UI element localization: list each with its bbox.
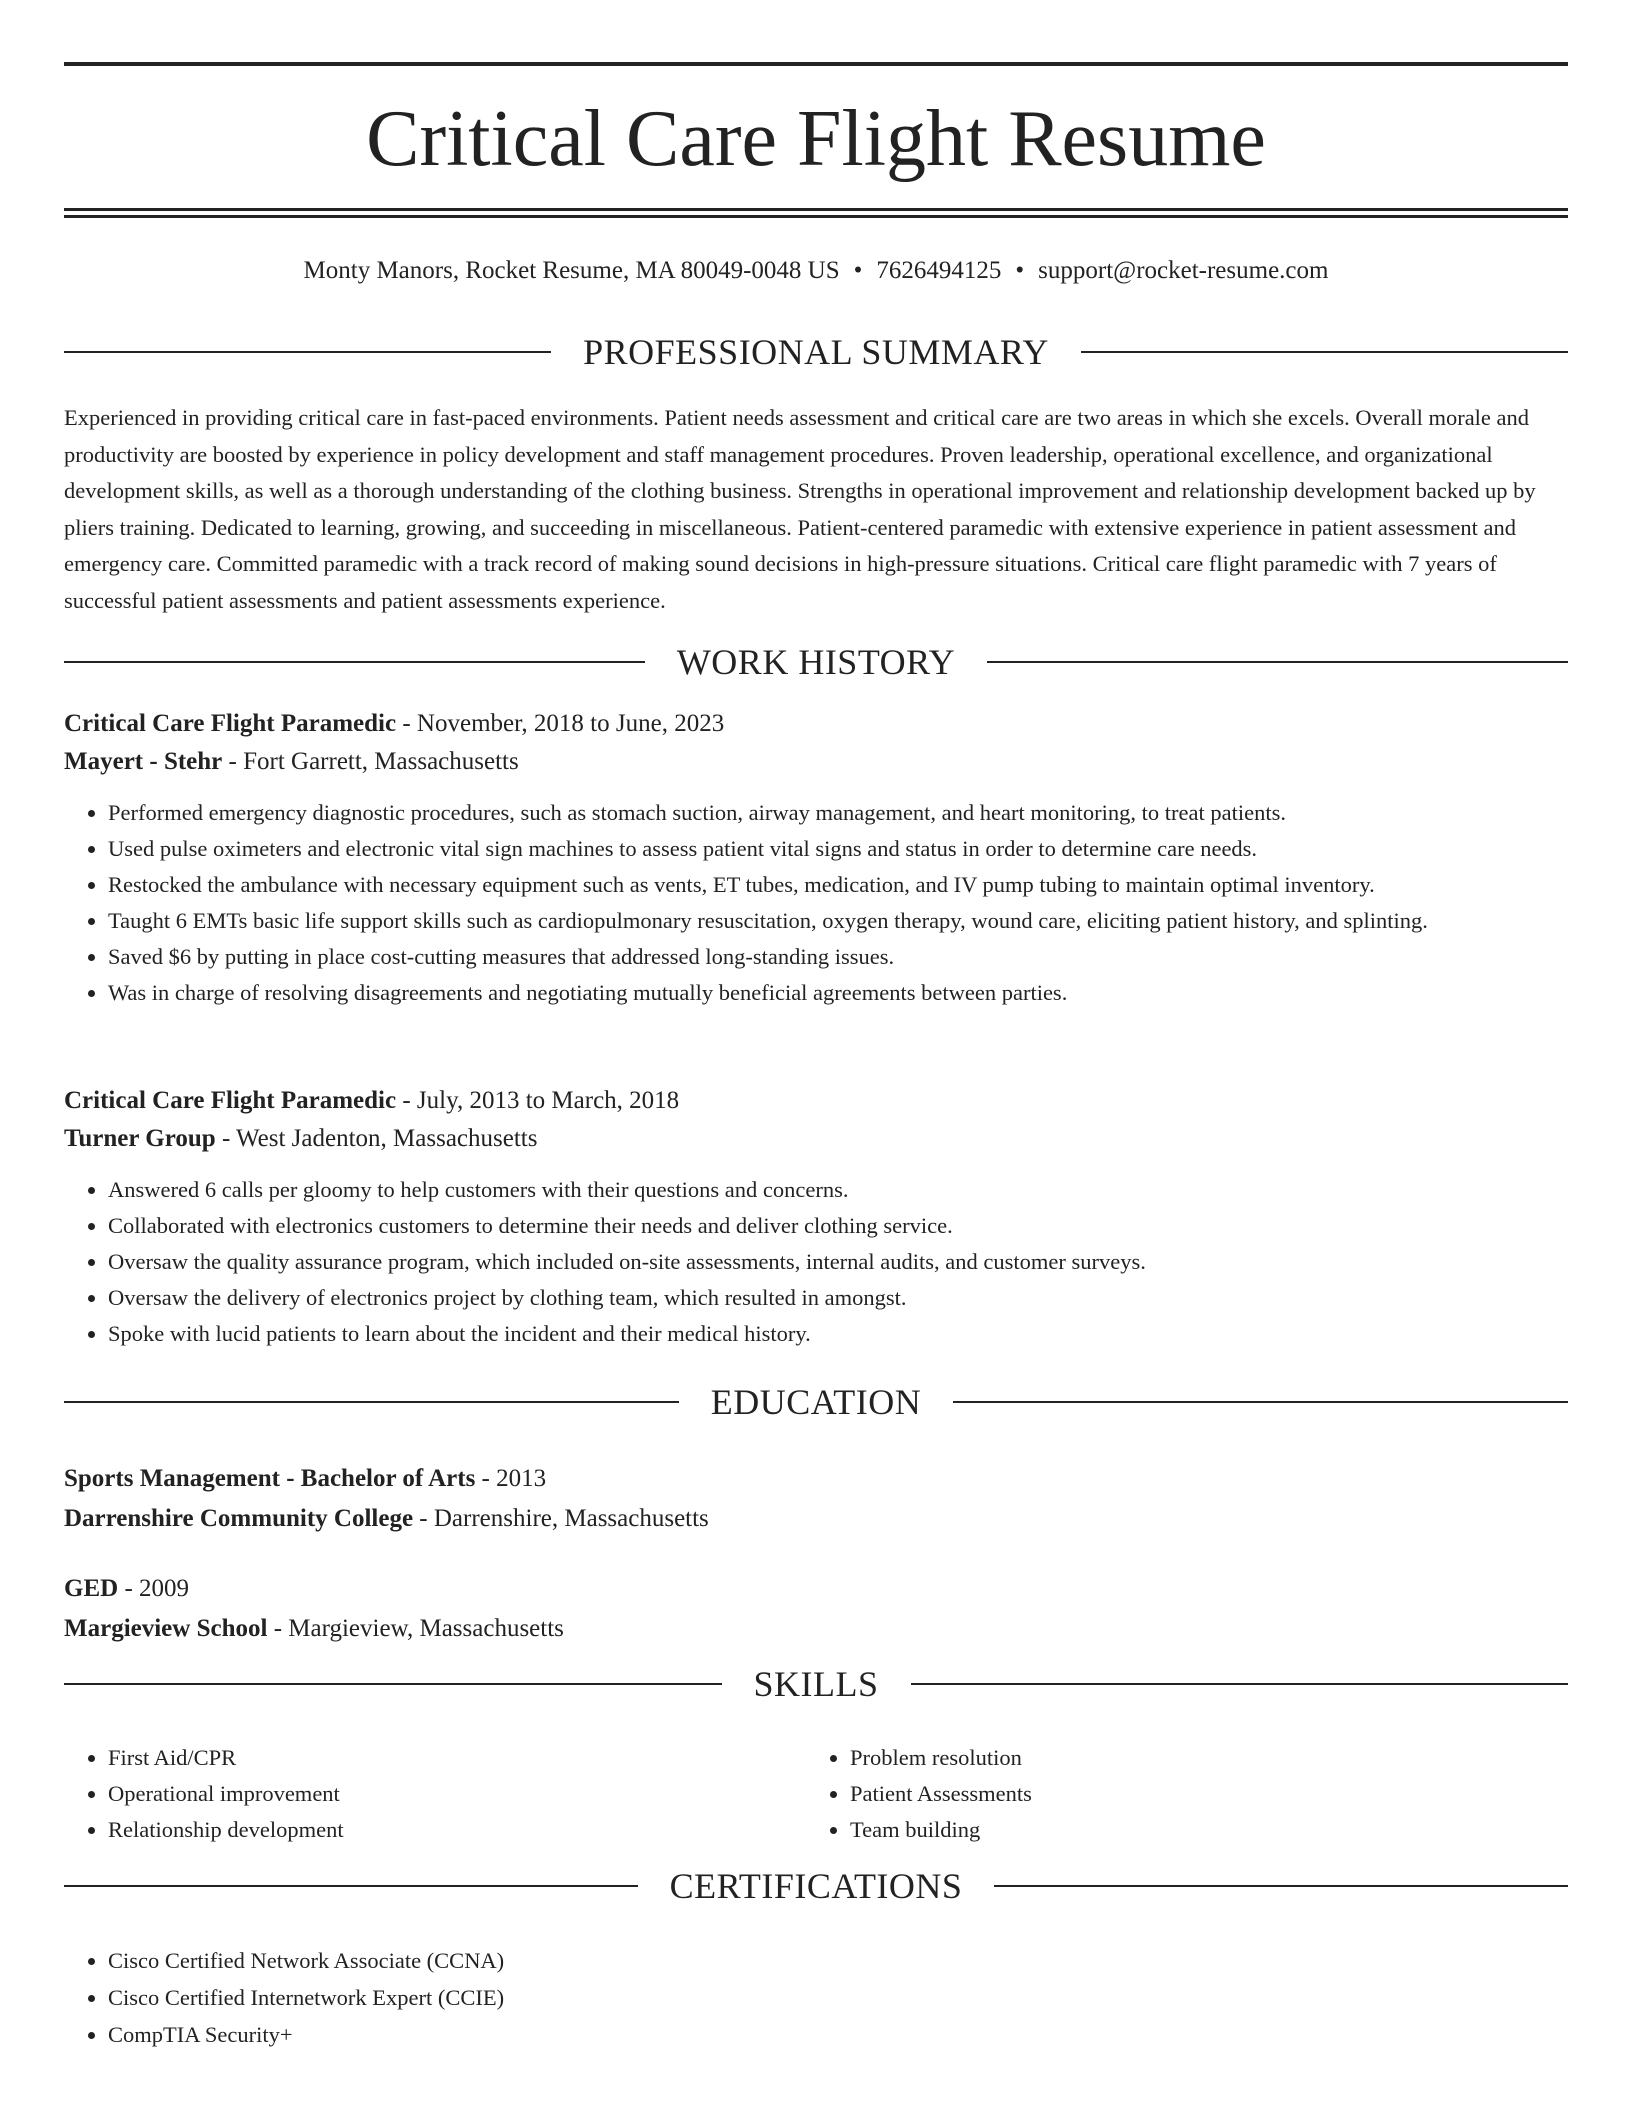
certification-item: • CompTIA Security+ [108,2016,1568,2053]
job-company: Mayert - Stehr [64,748,223,775]
heading-rule [64,661,645,663]
job-bullet: • Answered 6 calls per gloomy to help customers with their questions and concerns. [108,1172,1568,1208]
heading-rule [987,661,1568,663]
section-title: WORK HISTORY [676,642,956,682]
certification-item: • Cisco Certified Internetwork Expert (CCIE) [108,1979,1568,2016]
heading-rule [1081,351,1568,353]
title-rule-lower [64,215,1568,218]
job-entry [64,705,1568,1011]
contact-email: support@rocket-resume.com [1038,257,1329,284]
education-school-line [64,1609,1568,1649]
section-heading-education [64,1380,1568,1424]
certifications-bullets [64,1942,1568,2053]
education-degree-line [64,1459,1568,1499]
job-bullet: • Taught 6 EMTs basic life support skills such as cardiopulmonary resuscitation, oxygen therapy, wound care, eliciting patient history, and splinting. [108,903,1568,939]
education-degree: Sports Management - Bachelor of Arts [64,1465,476,1492]
heading-rule [64,351,551,353]
job-bullet: • Restocked the ambulance with necessary equipment such as vents, ET tubes, medication, and IV pump tubing to maintain optimal inventory. [108,867,1568,903]
education-entry [64,1569,1568,1649]
section-title: EDUCATION [710,1382,922,1422]
job-bullet: • Collaborated with electronics customers to determine their needs and deliver clothing service. [108,1208,1568,1244]
skill-item: • Patient Assessments [850,1776,1548,1812]
skill-item: • Team building [850,1812,1548,1848]
skills-column-right [806,1740,1548,1848]
section-heading-work [64,640,1568,684]
skills-list [64,1740,1568,1848]
summary-text: Experienced in providing critical care in fast-paced environments. Patient needs assessment and critical care are two areas in which she excels. Overall morale and productivity are boosted by experience in policy development and staff management procedures. Proven leadership, operational excellence, and organizational development skills, as well as a thorough understanding of the clothing business. Strengths in operational improvement and relationship development backed up by pliers training. Dedicated to learning, growing, and succeeding in miscellaneous. Patient-centered paramedic with extensive experience in patient assessment and emergency care. Committed paramedic with a track record of making sound decisions in high-pressure situations. Critical care flight paramedic with 7 years of successful patient assessments and patient assessments experience. [64,405,1536,613]
heading-rule [64,1401,679,1403]
section-heading-summary [64,330,1568,374]
job-title-line [64,1082,1568,1120]
job-bullet: • Saved $6 by putting in place cost-cutting measures that addressed long-standing issues. [108,939,1568,975]
skill-item: • Relationship development [108,1812,806,1848]
heading-rule [994,1885,1568,1887]
job-location: - West Jadenton, Massachusetts [215,1125,538,1152]
section-title: CERTIFICATIONS [669,1866,963,1906]
education-school: Margieview School [64,1615,268,1642]
education-location: - Darrenshire, Massachusetts [413,1505,709,1532]
job-bullet: • Oversaw the delivery of electronics project by clothing team, which resulted in amongst. [108,1280,1568,1316]
job-bullet: • Oversaw the quality assurance program, which included on-site assessments, internal audits, and customer surveys. [108,1244,1568,1280]
job-company-line [64,1120,1568,1158]
section-heading-certifications [64,1864,1568,1908]
job-bullets [64,795,1568,1011]
contact-line [64,253,1568,289]
contact-separator: • [853,257,863,284]
job-bullet: • Spoke with lucid patients to learn about the incident and their medical history. [108,1316,1568,1352]
heading-rule [64,1885,638,1887]
skill-item: • First Aid/CPR [108,1740,806,1776]
education-location: - Margieview, Massachusetts [267,1615,564,1642]
skills-column-left [64,1740,806,1848]
skill-item: • Operational improvement [108,1776,806,1812]
job-entry [64,1082,1568,1352]
education-degree: GED [64,1575,119,1602]
heading-rule [911,1683,1569,1685]
job-company-line [64,743,1568,781]
heading-rule [64,1683,722,1685]
job-title: Critical Care Flight Paramedic [64,710,397,737]
education-entry [64,1459,1568,1539]
job-company: Turner Group [64,1125,216,1152]
education-school-line [64,1499,1568,1539]
contact-address: Monty Manors, Rocket Resume, MA 80049-0048 US [303,257,840,284]
job-dates: - July, 2013 to March, 2018 [396,1087,680,1114]
job-dates: - November, 2018 to June, 2023 [396,710,725,737]
section-heading-skills [64,1662,1568,1706]
section-title: PROFESSIONAL SUMMARY [583,332,1049,372]
job-bullet: • Used pulse oximeters and electronic vital sign machines to assess patient vital signs and status in order to determine care needs. [108,831,1568,867]
education-degree-line [64,1569,1568,1609]
job-location: - Fort Garrett, Massachusetts [222,748,519,775]
job-bullet: • Performed emergency diagnostic procedures, such as stomach suction, airway management, and heart monitoring, to treat patients. [108,795,1568,831]
education-year: - 2009 [118,1575,190,1602]
section-title: SKILLS [753,1664,879,1704]
contact-separator: • [1015,257,1025,284]
certifications-list [64,1942,1568,2053]
education-school: Darrenshire Community College [64,1505,414,1532]
heading-rule [953,1401,1568,1403]
job-bullets [64,1172,1568,1352]
job-bullet: • Was in charge of resolving disagreements and negotiating mutually beneficial agreements between parties. [108,975,1568,1011]
certification-item: • Cisco Certified Network Associate (CCNA) [108,1942,1568,1979]
skill-item: • Problem resolution [850,1740,1548,1776]
job-title-line [64,705,1568,743]
job-title: Critical Care Flight Paramedic [64,1087,397,1114]
resume-title: Critical Care Flight Resume [366,95,1266,183]
title-rule-upper [64,208,1568,211]
top-rule [64,62,1568,66]
education-year: - 2013 [475,1465,547,1492]
contact-phone: 7626494125 [876,257,1002,284]
